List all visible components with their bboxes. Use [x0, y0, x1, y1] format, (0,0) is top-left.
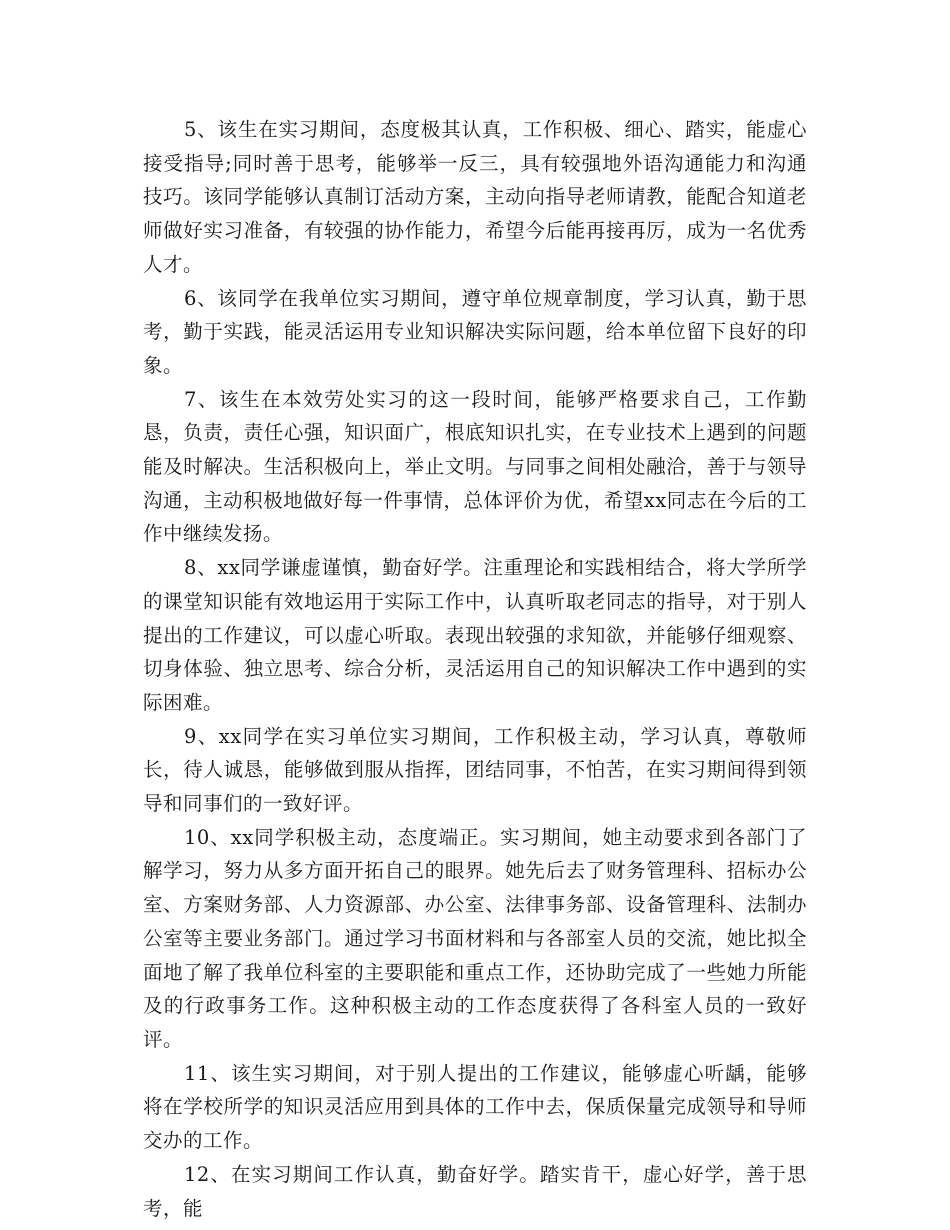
- paragraph-7: 7、该生在本效劳处实习的这一段时间，能够严格要求自己，工作勤恳，负责，责任心强，知识面广，根底知识扎实，在专业技术上遇到的问题能及时解决。生活积极向上，举止文明。与同事之间相处融洽，善于与领导沟通，主动积极地做好每一件事情，总体评价为优，希望xx同志在今后的工作中继续发扬。: [143, 387, 807, 546]
- paragraph-6: 6、该同学在我单位实习期间，遵守单位规章制度，学习认真，勤于思考，勤于实践，能灵活运用专业知识解决实际问题，给本单位留下良好的印象。: [143, 286, 807, 377]
- paragraph-8: 8、xx同学谦虚谨慎，勤奋好学。注重理论和实践相结合，将大学所学的课堂知识能有效地运用于实际工作中，认真听取老同志的指导，对于别人提出的工作建议，可以虚心听取。表现出较强的求知欲，并能够仔细观察、切身体验、独立思考、综合分析，灵活运用自己的知识解决工作中遇到的实际困难。: [143, 556, 807, 714]
- paragraph-12: 12、在实习期间工作认真，勤奋好学。踏实肯干，虚心好学，善于思考，能: [143, 1162, 807, 1220]
- document-body: [143, 113, 807, 1225]
- paragraph-9: 9、xx同学在实习单位实习期间，工作积极主动，学习认真，尊敬师长，待人诚恳，能够做到服从指挥，团结同事，不怕苦，在实习期间得到领导和同事们的一致好评。: [143, 724, 807, 816]
- paragraph-10: 10、xx同学积极主动，态度端正。实习期间，她主动要求到各部门了解学习，努力从多方面开拓自己的眼界。她先后去了财务管理科、招标办公室、方案财务部、人力资源部、办公室、法律事务部、设备管理科、法制办公室等主要业务部门。通过学习书面材料和与各部室人员的交流，她比拟全面地了解了我单位科室的主要职能和重点工作，还协助完成了一些她力所能及的行政事务工作。这种积极主动的工作态度获得了各科室人员的一致好评。: [143, 825, 807, 1051]
- paragraph-5: 5、该生在实习期间，态度极其认真，工作积极、细心、踏实，能虚心接受指导;同时善于思考，能够举一反三，具有较强地外语沟通能力和沟通技巧。该同学能够认真制订活动方案，主动向指导老师请教，能配合知道老师做好实习准备，有较强的协作能力，希望今后能再接再厉，成为一名优秀人才。: [143, 118, 807, 276]
- paragraph-11: 11、该生实习期间，对于别人提出的工作建议，能够虚心听龋，能够将在学校所学的知识灵活应用到具体的工作中去，保质保量完成领导和导师交办的工作。: [143, 1061, 807, 1153]
